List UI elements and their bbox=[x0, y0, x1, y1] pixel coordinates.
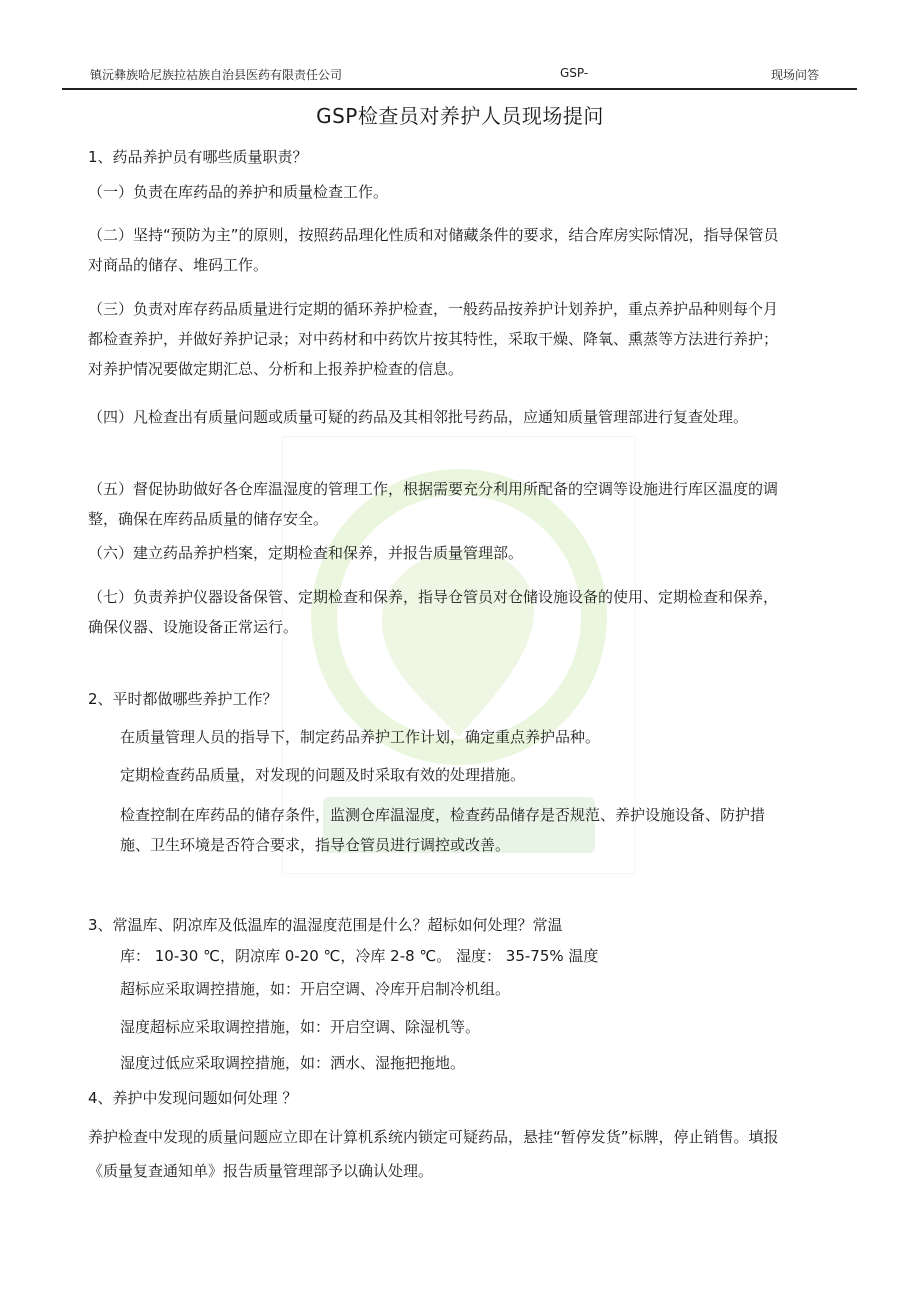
q1-item-3: （三）负责对库存药品质量进行定期的循环养护检查，一般药品按养护计划养护，重点养护品种则每个月都检查养护，并做好养护记录；对中药材和中药饮片按其特性，采取干燥、降氧、熏蒸等方法进行养护；对养护情况要做定期汇总、分析和上报养护检查的信息。 bbox=[88, 300, 779, 378]
page-header bbox=[62, 62, 857, 90]
document-category: 现场问答 bbox=[770, 68, 819, 82]
q3-item-1: 库： 10-30 ℃，阴凉库 0-20 ℃，冷库 2-8 ℃。 湿度： 35-75% 温度 bbox=[120, 947, 599, 965]
q1-item-4: （四）凡检查出有质量问题或质量可疑的药品及其相邻批号药品，应通知质量管理部进行复查处理。 bbox=[88, 408, 749, 426]
question-1: 1、药品养护员有哪些质量职责？ bbox=[88, 148, 308, 166]
company-name: 镇沅彝族哈尼族拉祜族自治县医药有限责任公司 bbox=[90, 68, 343, 82]
q4-answer: 养护检查中发现的质量问题应立即在计算机系统内锁定可疑药品，悬挂“暂停发货”标牌，停止销售。填报《质量复查通知单》报告质量管理部予以确认处理。 bbox=[88, 1128, 779, 1180]
q3-item-3: 湿度超标应采取调控措施，如：开启空调、除湿机等。 bbox=[120, 1018, 481, 1036]
q3-item-2: 超标应采取调控措施，如：开启空调、冷库开启制冷机组。 bbox=[120, 980, 511, 998]
question-4: 4、养护中发现问题如何处理 ？ bbox=[88, 1089, 298, 1107]
page-title: GSP检查员对养护人员现场提问 bbox=[316, 104, 604, 128]
q1-item-5: （五）督促协助做好各仓库温湿度的管理工作，根据需要充分利用所配备的空调等设施进行库区温度的调整，确保在库药品质量的储存安全。 bbox=[88, 480, 779, 528]
q2-item-1: 在质量管理人员的指导下，制定药品养护工作计划，确定重点养护品种。 bbox=[120, 728, 601, 746]
question-3: 3、常温库、阴凉库及低温库的温湿度范围是什么？超标如何处理？常温 bbox=[88, 916, 563, 934]
q1-item-6: （六）建立药品养护档案，定期检查和保养，并报告质量管理部。 bbox=[88, 544, 524, 562]
q3-item-4: 湿度过低应采取调控措施，如：洒水、湿拖把拖地。 bbox=[120, 1054, 466, 1072]
question-2: 2、平时都做哪些养护工作？ bbox=[88, 690, 278, 708]
q2-item-3: 检查控制在库药品的储存条件，监测仓库温湿度，检查药品储存是否规范、养护设施设备、防护措施、卫生环境是否符合要求，指导仓管员进行调控或改善。 bbox=[120, 806, 766, 854]
q1-item-2: （二）坚持“预防为主”的原则，按照药品理化性质和对储藏条件的要求，结合库房实际情况，指导保管员对商品的储存、堆码工作。 bbox=[88, 226, 779, 274]
q2-item-2: 定期检查药品质量，对发现的问题及时采取有效的处理措施。 bbox=[120, 766, 526, 784]
document-code: GSP- bbox=[560, 66, 589, 80]
q1-item-7: （七）负责养护仪器设备保管、定期检查和保养，指导仓管员对仓储设施设备的使用、定期检查和保养，确保仪器、设施设备正常运行。 bbox=[88, 588, 779, 636]
q1-item-1: （一）负责在库药品的养护和质量检查工作。 bbox=[88, 183, 389, 201]
